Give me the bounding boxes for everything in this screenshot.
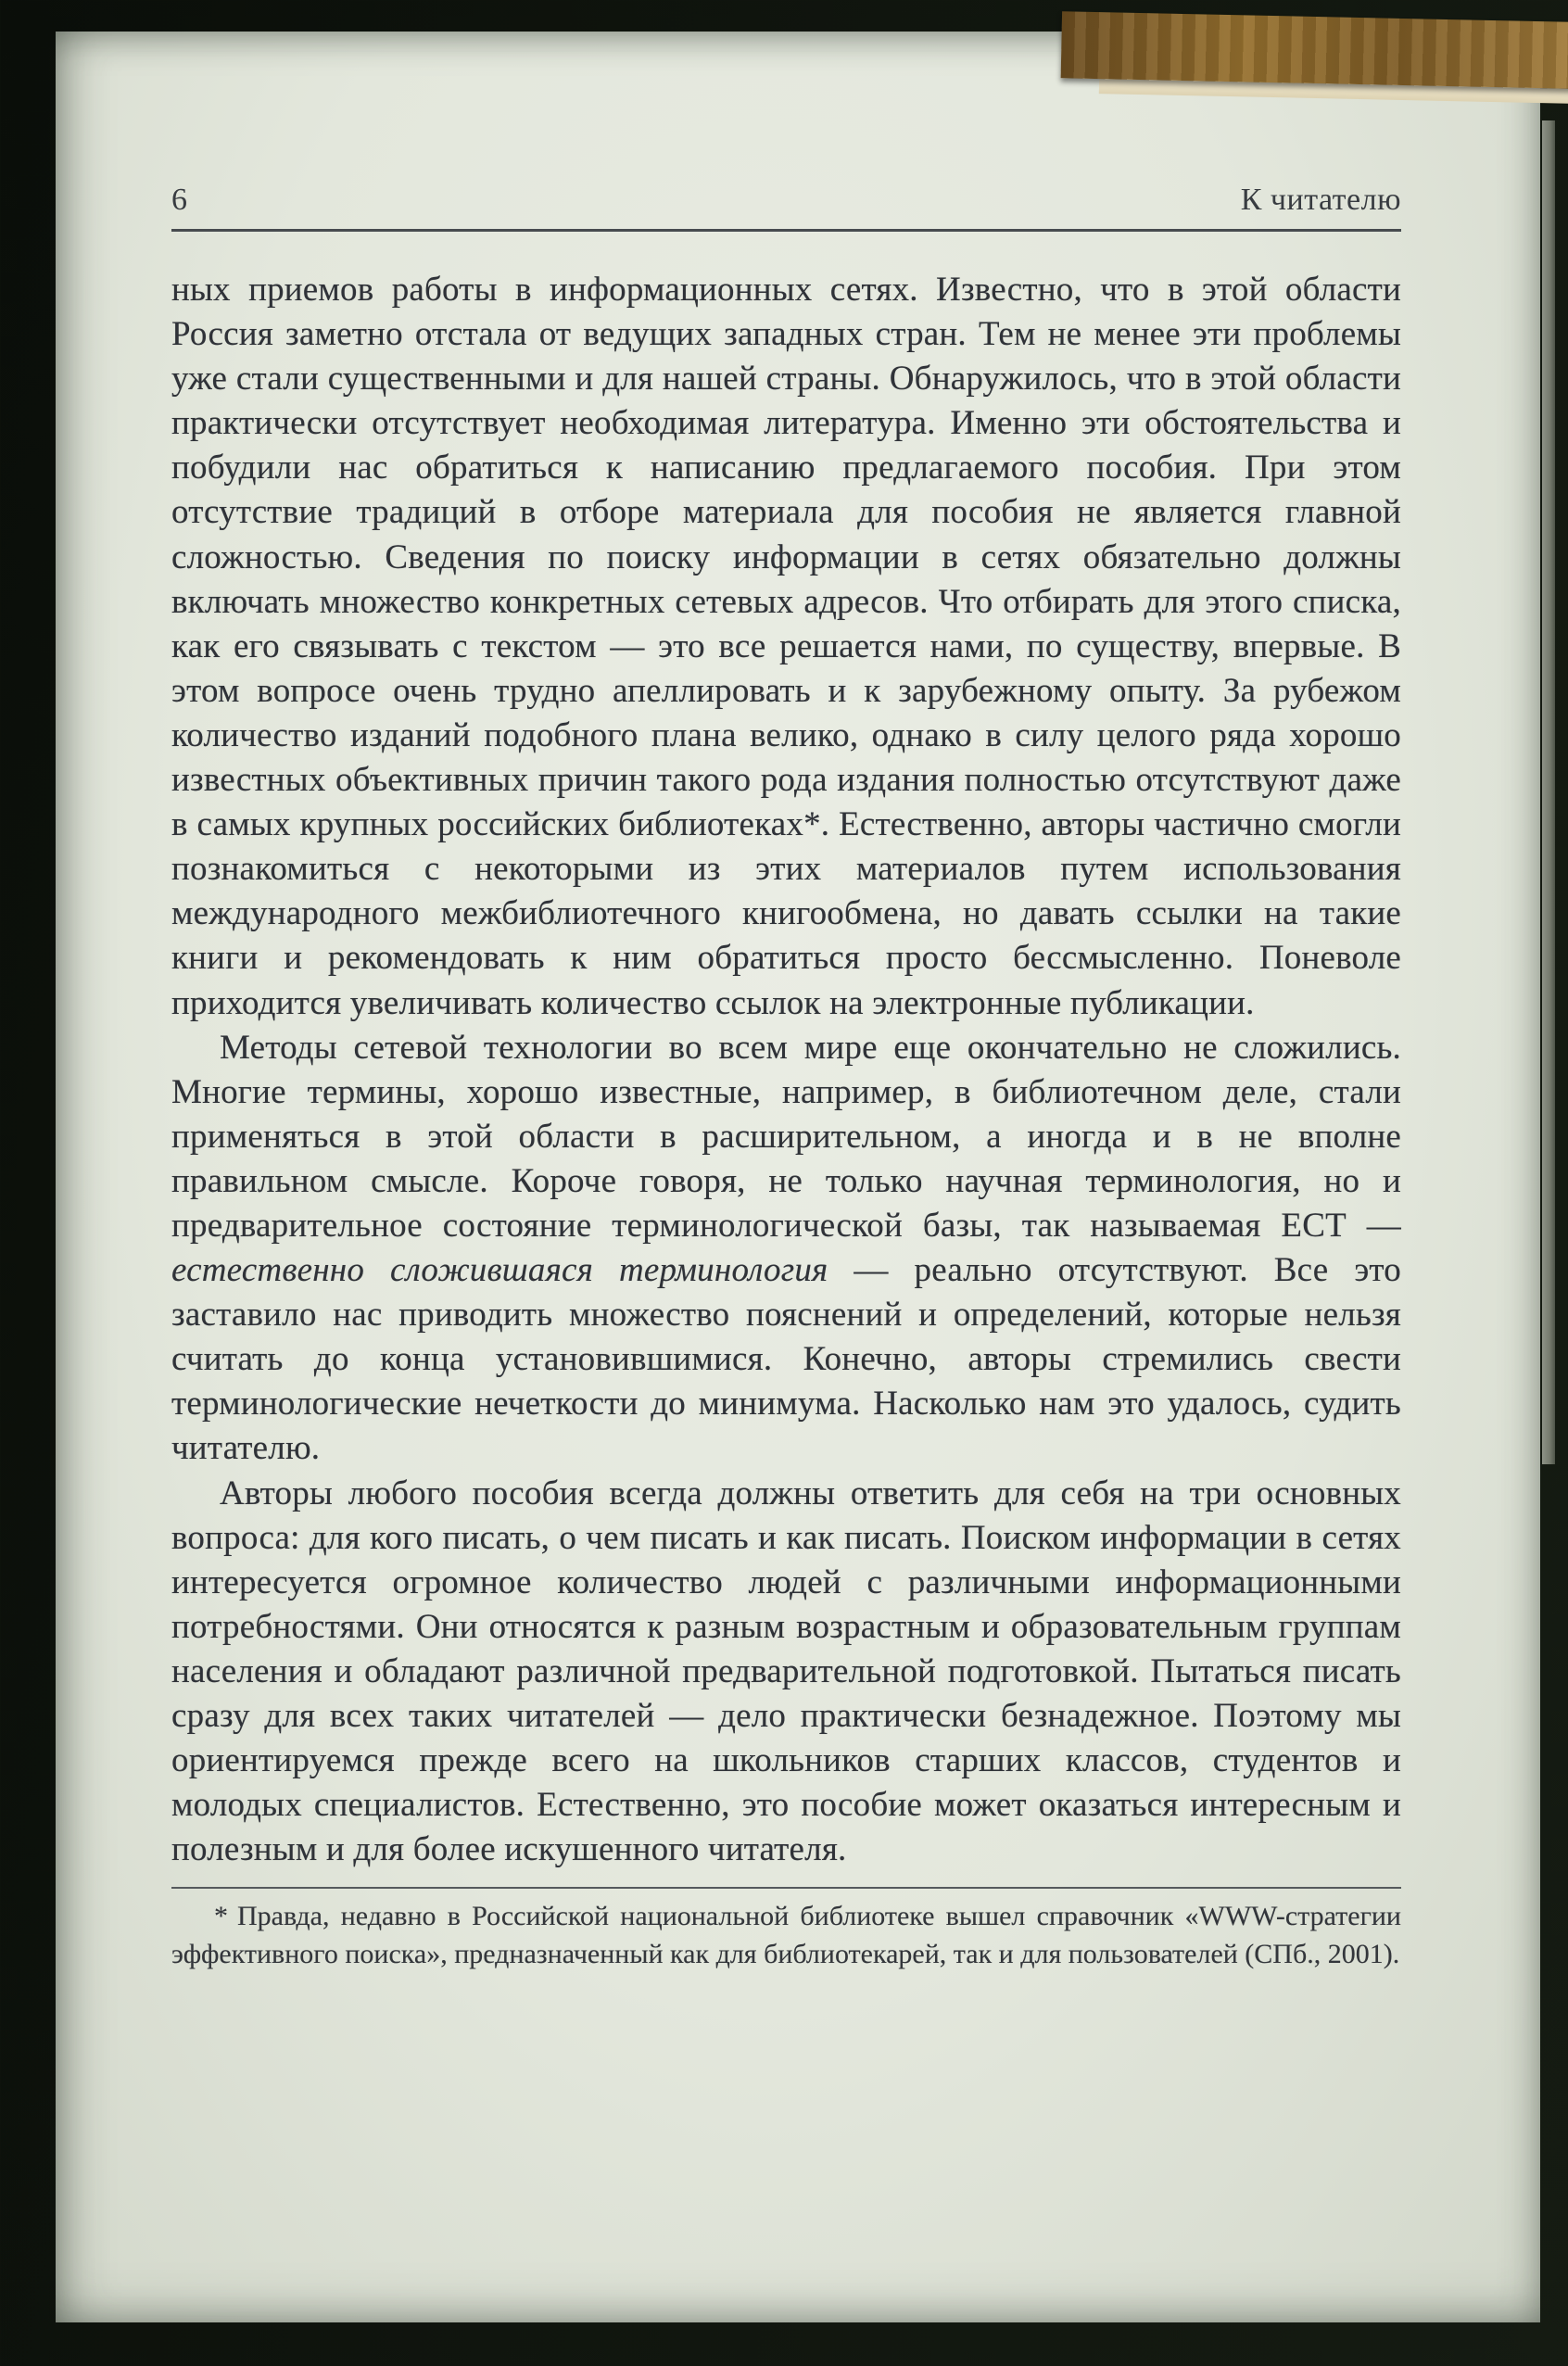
book-cover-corner	[1061, 11, 1568, 89]
paragraph	[171, 1472, 1401, 1873]
body-text	[171, 268, 1401, 1872]
fore-edge	[1542, 120, 1555, 1464]
paragraph	[171, 1026, 1401, 1472]
page-content	[171, 183, 1401, 1974]
text-segment: — реально отсутствуют. Все это заставило нас приводить множество пояснений и определений, которые нельзя считать до конца установившимися. Конечно, авторы стремились свести терминологические нечеткости до минимума. Насколько нам это удалось, судить читателю.	[171, 1251, 1402, 1468]
text-segment: Методы сетевой технологии во всем мире еще окончательно не сложились. Многие термины, хорошо известные, например, в библиотечном деле, стали применяться в этой области в расширительном, а иногда и в не вполне правильном смысле. Короче говоря, не только научная терминология, но и предварительное состояние терминологической базы, так называемая ЕСТ —	[171, 1028, 1401, 1245]
footnote-rule	[171, 1887, 1401, 1889]
footnote-marker: *	[214, 1901, 228, 1932]
paragraph	[171, 268, 1401, 1026]
running-header: К читателю	[1240, 183, 1401, 217]
footnote	[171, 1898, 1401, 1974]
running-head	[171, 183, 1401, 218]
page-number: 6	[171, 183, 188, 217]
text-segment: ных приемов работы в информационных сетях. Известно, что в этой области Россия заметно отстала от ведущих западных стран. Тем не менее эти проблемы уже стали существенными и для нашей страны. Обнаружилось, что в этой области практически отсутствует необходимая литература. Именно эти обстоятельства и побудили нас обратиться к написанию предлагаемого пособия. При этом отсутствие традиций в отборе материала для пособия не является главной сложностью. Сведения по поиску информации в сетях обязательно должны включать множество конкретных сетевых адресов. Что отбирать для этого списка, как его связывать с текстом — это все решается нами, по существу, впервые. В этом вопросе очень трудно апеллировать и к зарубежному опыту. За рубежом количество изданий подобного плана велико, однако в силу целого ряда хорошо известных объективных причин такого рода издания полностью отсутствуют даже в самых крупных российских библиотеках*. Естественно, авторы частично смогли познакомиться с некоторыми из этих материалов путем использования международного межбиблиотечного книгообмена, но давать ссылки на такие книги и рекомендовать к ним обратиться просто бессмысленно. Поневоле приходится увеличивать количество ссылок на электронные публикации.	[171, 271, 1401, 1022]
italic-term: естественно сложившаяся терминология	[171, 1251, 828, 1290]
footnote-text: Правда, недавно в Российской национальной библиотеке вышел справочник «WWW-стратегии эффективного поиска», предназначенный как для библиотекарей, так и для пользователей (СПб., 2001).	[171, 1901, 1401, 1970]
header-rule	[171, 229, 1401, 232]
text-segment: Авторы любого пособия всегда должны ответить для себя на три основных вопроса: для кого писать, о чем писать и как писать. Поиском информации в сетях интересуется огромное количество людей с различными информационными потребностями. Они относятся к разным возрастным и образовательным группам населения и обладают различной предварительной подготовкой. Пытаться писать сразу для всех таких читателей — дело практически безнадежное. Поэтому мы ориентируемся прежде всего на школьников старших классов, студентов и молодых специалистов. Естественно, это пособие может оказаться интересным и полезным и для более искушенного читателя.	[171, 1474, 1401, 1869]
book-page	[56, 32, 1540, 2322]
